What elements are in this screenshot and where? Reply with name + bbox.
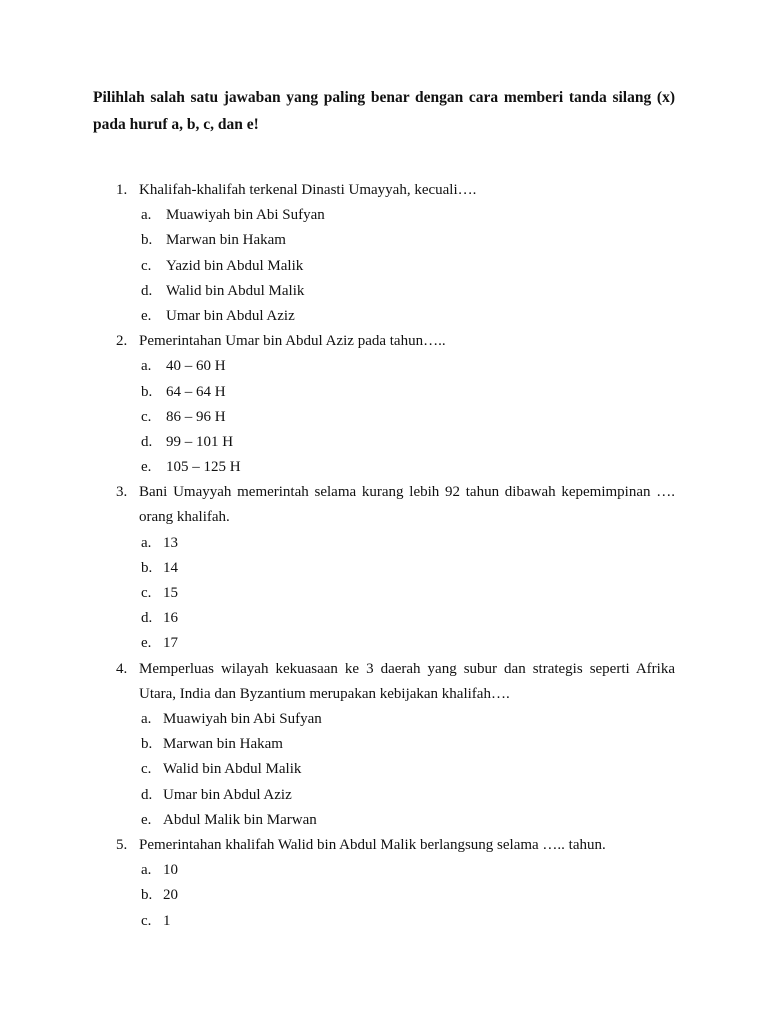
option-letter: d. (141, 610, 153, 627)
option-letter: e. (141, 459, 152, 476)
question-number: 5. (116, 836, 128, 853)
instruction-text: Pilihlah salah satu jawaban yang paling benar dengan cara memberi tanda silang (x) pada huruf a, b, c, dan e! (93, 89, 675, 133)
option-d[interactable] (0, 783, 768, 808)
question-number: 3. (116, 484, 128, 501)
option-letter: a. (141, 207, 152, 224)
option-a[interactable] (0, 707, 768, 732)
option-c[interactable] (0, 757, 768, 782)
question-text: Pemerintahan Umar bin Abdul Aziz pada tahun….. (139, 333, 446, 350)
question-1 (0, 178, 768, 329)
option-e[interactable] (0, 808, 768, 833)
option-text: 99 – 101 H (166, 433, 234, 450)
option-letter: a. (141, 711, 152, 727)
option-text: 16 (163, 610, 178, 627)
question-list (0, 178, 768, 934)
option-letter: b. (141, 232, 153, 249)
option-letter: c. (141, 585, 152, 602)
question-5 (0, 833, 768, 934)
question-text: Memperluas wilayah kekuasaan ke 3 daerah yang subur dan strategis seperti Afrika Utara, India dan Byzantium merupakan kebijakan khalifah…. (139, 660, 675, 702)
option-text: 15 (163, 585, 178, 602)
option-text: 17 (163, 635, 178, 652)
option-e[interactable] (0, 455, 768, 480)
option-text: Yazid bin Abdul Malik (166, 257, 304, 274)
option-text: Umar bin Abdul Aziz (166, 307, 295, 324)
option-c[interactable] (0, 254, 768, 279)
question-3 (0, 480, 768, 656)
option-text: 105 – 125 H (166, 459, 241, 476)
option-text: Walid bin Abdul Malik (166, 282, 305, 299)
option-list (0, 707, 768, 833)
question-number: 1. (116, 182, 128, 198)
option-text: Umar bin Abdul Aziz (163, 786, 292, 803)
option-letter: d. (141, 282, 153, 299)
option-a[interactable] (0, 354, 768, 379)
option-list (0, 858, 768, 934)
option-text: 14 (163, 559, 178, 576)
option-list (0, 203, 768, 329)
option-a[interactable] (0, 858, 768, 883)
option-a[interactable] (0, 203, 768, 228)
question-text: Bani Umayyah memerintah selama kurang lebih 92 tahun dibawah kepemimpinan …. orang khalifah. (139, 484, 675, 526)
option-d[interactable] (0, 279, 768, 304)
option-letter: c. (141, 408, 152, 425)
option-text: 86 – 96 H (166, 408, 226, 425)
option-d[interactable] (0, 606, 768, 631)
option-c[interactable] (0, 405, 768, 430)
option-text: Muawiyah bin Abi Sufyan (166, 207, 325, 224)
option-letter: a. (141, 358, 152, 375)
question-number: 2. (116, 333, 128, 350)
option-c[interactable] (0, 581, 768, 606)
option-text: Walid bin Abdul Malik (163, 761, 302, 778)
option-list (0, 531, 768, 657)
option-text: Marwan bin Hakam (166, 232, 286, 249)
option-letter: b. (141, 887, 153, 904)
option-text: Abdul Malik bin Marwan (163, 811, 317, 828)
option-letter: e. (141, 307, 152, 324)
option-letter: a. (141, 534, 152, 551)
question-4 (0, 657, 768, 833)
question-2 (0, 329, 768, 480)
option-b[interactable] (0, 380, 768, 405)
option-letter: b. (141, 559, 153, 576)
option-letter: d. (141, 433, 153, 450)
option-text: 10 (163, 862, 178, 879)
option-letter: b. (141, 736, 153, 753)
option-letter: b. (141, 383, 153, 400)
option-text: 64 – 64 H (166, 383, 226, 400)
option-letter: e. (141, 811, 152, 828)
option-text: Muawiyah bin Abi Sufyan (163, 711, 322, 727)
option-letter: c. (141, 912, 152, 929)
option-e[interactable] (0, 304, 768, 329)
option-text: 20 (163, 887, 178, 904)
question-number: 4. (116, 660, 128, 677)
option-letter: e. (141, 635, 152, 652)
option-e[interactable] (0, 631, 768, 656)
option-a[interactable] (0, 531, 768, 556)
option-text: 13 (163, 534, 178, 551)
question-text: Pemerintahan khalifah Walid bin Abdul Malik berlangsung selama ….. tahun. (139, 836, 606, 853)
question-text: Khalifah-khalifah terkenal Dinasti Umayyah, kecuali…. (139, 182, 477, 198)
option-b[interactable] (0, 883, 768, 908)
option-b[interactable] (0, 228, 768, 253)
option-b[interactable] (0, 732, 768, 757)
option-letter: d. (141, 786, 153, 803)
option-letter: a. (141, 862, 152, 879)
option-d[interactable] (0, 430, 768, 455)
option-b[interactable] (0, 556, 768, 581)
option-text: Marwan bin Hakam (163, 736, 283, 753)
option-list (0, 354, 768, 480)
option-text: 1 (163, 912, 171, 929)
option-text: 40 – 60 H (166, 358, 226, 375)
option-c[interactable] (0, 909, 768, 934)
option-letter: c. (141, 257, 152, 274)
option-letter: c. (141, 761, 152, 778)
